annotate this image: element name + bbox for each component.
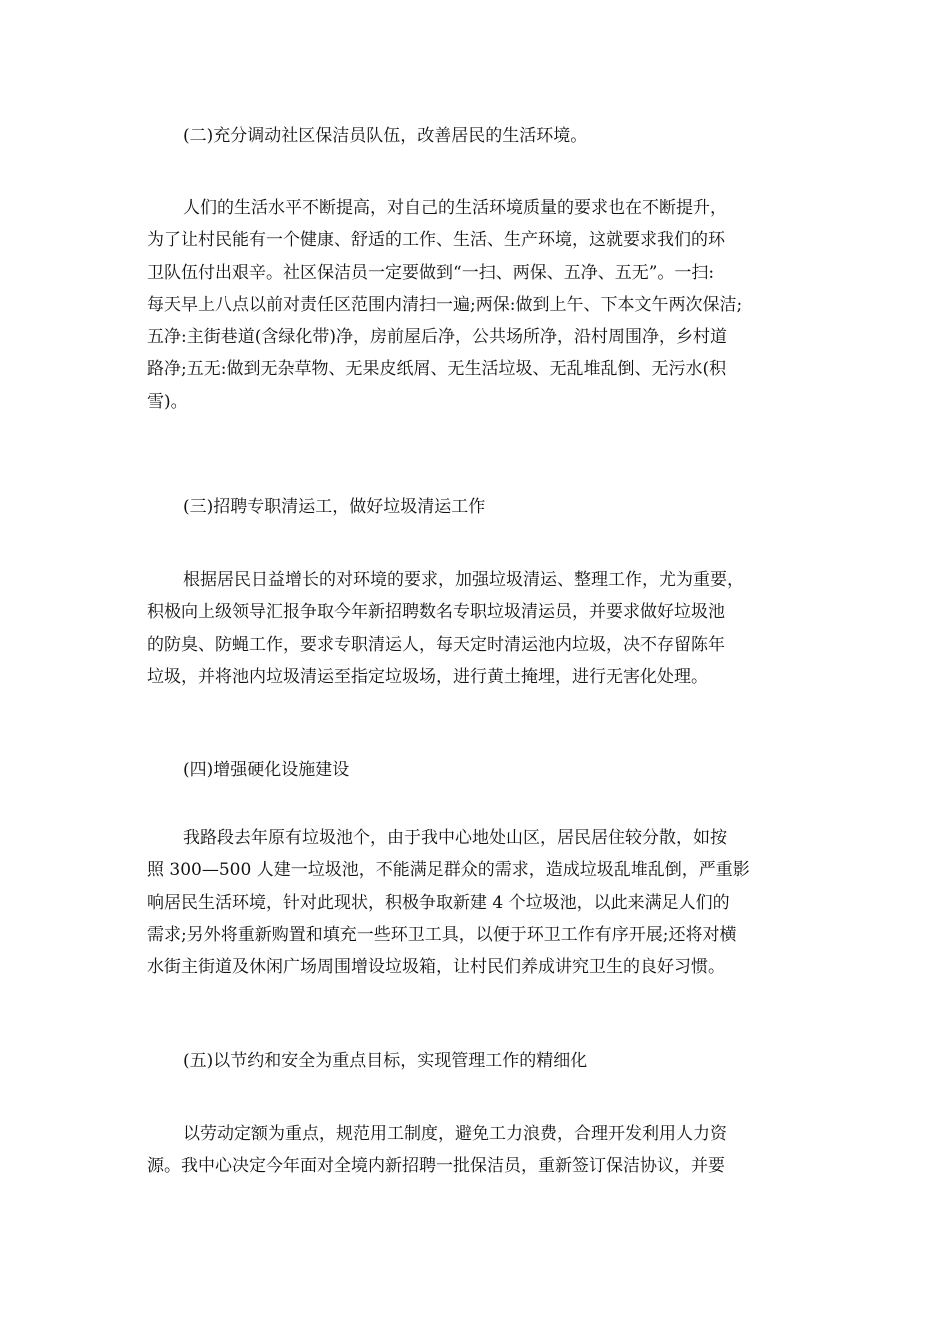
section-heading-4: (四)增强硬化设施建设 xyxy=(183,760,350,780)
paragraph-line: 根据居民日益增长的对环境的要求，加强垃圾清运、整理工作，尤为重要， xyxy=(183,570,744,590)
paragraph-line: 人们的生活水平不断提高，对自己的生活环境质量的要求也在不断提升， xyxy=(183,198,727,218)
paragraph-line: 雪)。 xyxy=(147,391,188,412)
section-paragraph-5 xyxy=(147,1118,812,1183)
paragraph-line: 水街主街道及休闲广场周围增设垃圾箱，让村民们养成讲究卫生的良好习惯。 xyxy=(147,957,725,978)
paragraph-line: 路净;五无:做到无杂草物、无果皮纸屑、无生活垃圾、无乱堆乱倒、无污水(积 xyxy=(147,359,727,380)
paragraph-line: 需求;另外将重新购置和填充一些环卫工具，以便于环卫工作有序开展;还将对横 xyxy=(147,924,737,945)
section-paragraph-2 xyxy=(147,192,812,418)
paragraph-line: 为了让村民能有一个健康、舒适的工作、生活、生产环境，这就要求我们的环 xyxy=(147,230,725,251)
paragraph-line: 响居民生活环境，针对此现状，积极争取新建 4 个垃圾池，以此来满足人们的 xyxy=(147,892,730,913)
paragraph-line: 的防臭、防蝇工作，要求专职清运人，每天定时清运池内垃圾，决不存留陈年 xyxy=(147,634,725,655)
paragraph-line: 照 300—500 人建一垃圾池，不能满足群众的需求，造成垃圾乱堆乱倒，严重影 xyxy=(147,860,750,881)
section-paragraph-3 xyxy=(147,564,812,693)
section-heading-2: (二)充分调动社区保洁员队伍，改善居民的生活环境。 xyxy=(183,126,588,146)
paragraph-line: 每天早上八点以前对责任区范围内清扫一遍;两保:做到上午、下本文午两次保洁; xyxy=(147,294,743,315)
paragraph-line: 垃圾，并将池内垃圾清运至指定垃圾场，进行黄土掩埋，进行无害化处理。 xyxy=(147,666,708,687)
section-paragraph-4 xyxy=(147,822,812,983)
section-heading-5: (五)以节约和安全为重点目标，实现管理工作的精细化 xyxy=(183,1051,588,1071)
paragraph-line: 积极向上级领导汇报争取今年新招聘数名专职垃圾清运员，并要求做好垃圾池 xyxy=(147,602,725,623)
paragraph-line: 源。我中心决定今年面对全境内新招聘一批保洁员，重新签订保洁协议，并要 xyxy=(147,1156,725,1177)
paragraph-line: 五净:主街巷道(含绿化带)净，房前屋后净，公共场所净，沿村周围净，乡村道 xyxy=(147,327,727,348)
paragraph-line: 我路段去年原有垃圾池个，由于我中心地处山区，居民居住较分散，如按 xyxy=(183,828,727,848)
paragraph-line: 卫队伍付出艰辛。社区保洁员一定要做到“一扫、两保、五净、五无”。一扫: xyxy=(147,262,715,283)
paragraph-line: 以劳动定额为重点，规范用工制度，避免工力浪费，合理开发利用人力资 xyxy=(183,1124,727,1144)
section-heading-3: (三)招聘专职清运工，做好垃圾清运工作 xyxy=(183,497,486,517)
